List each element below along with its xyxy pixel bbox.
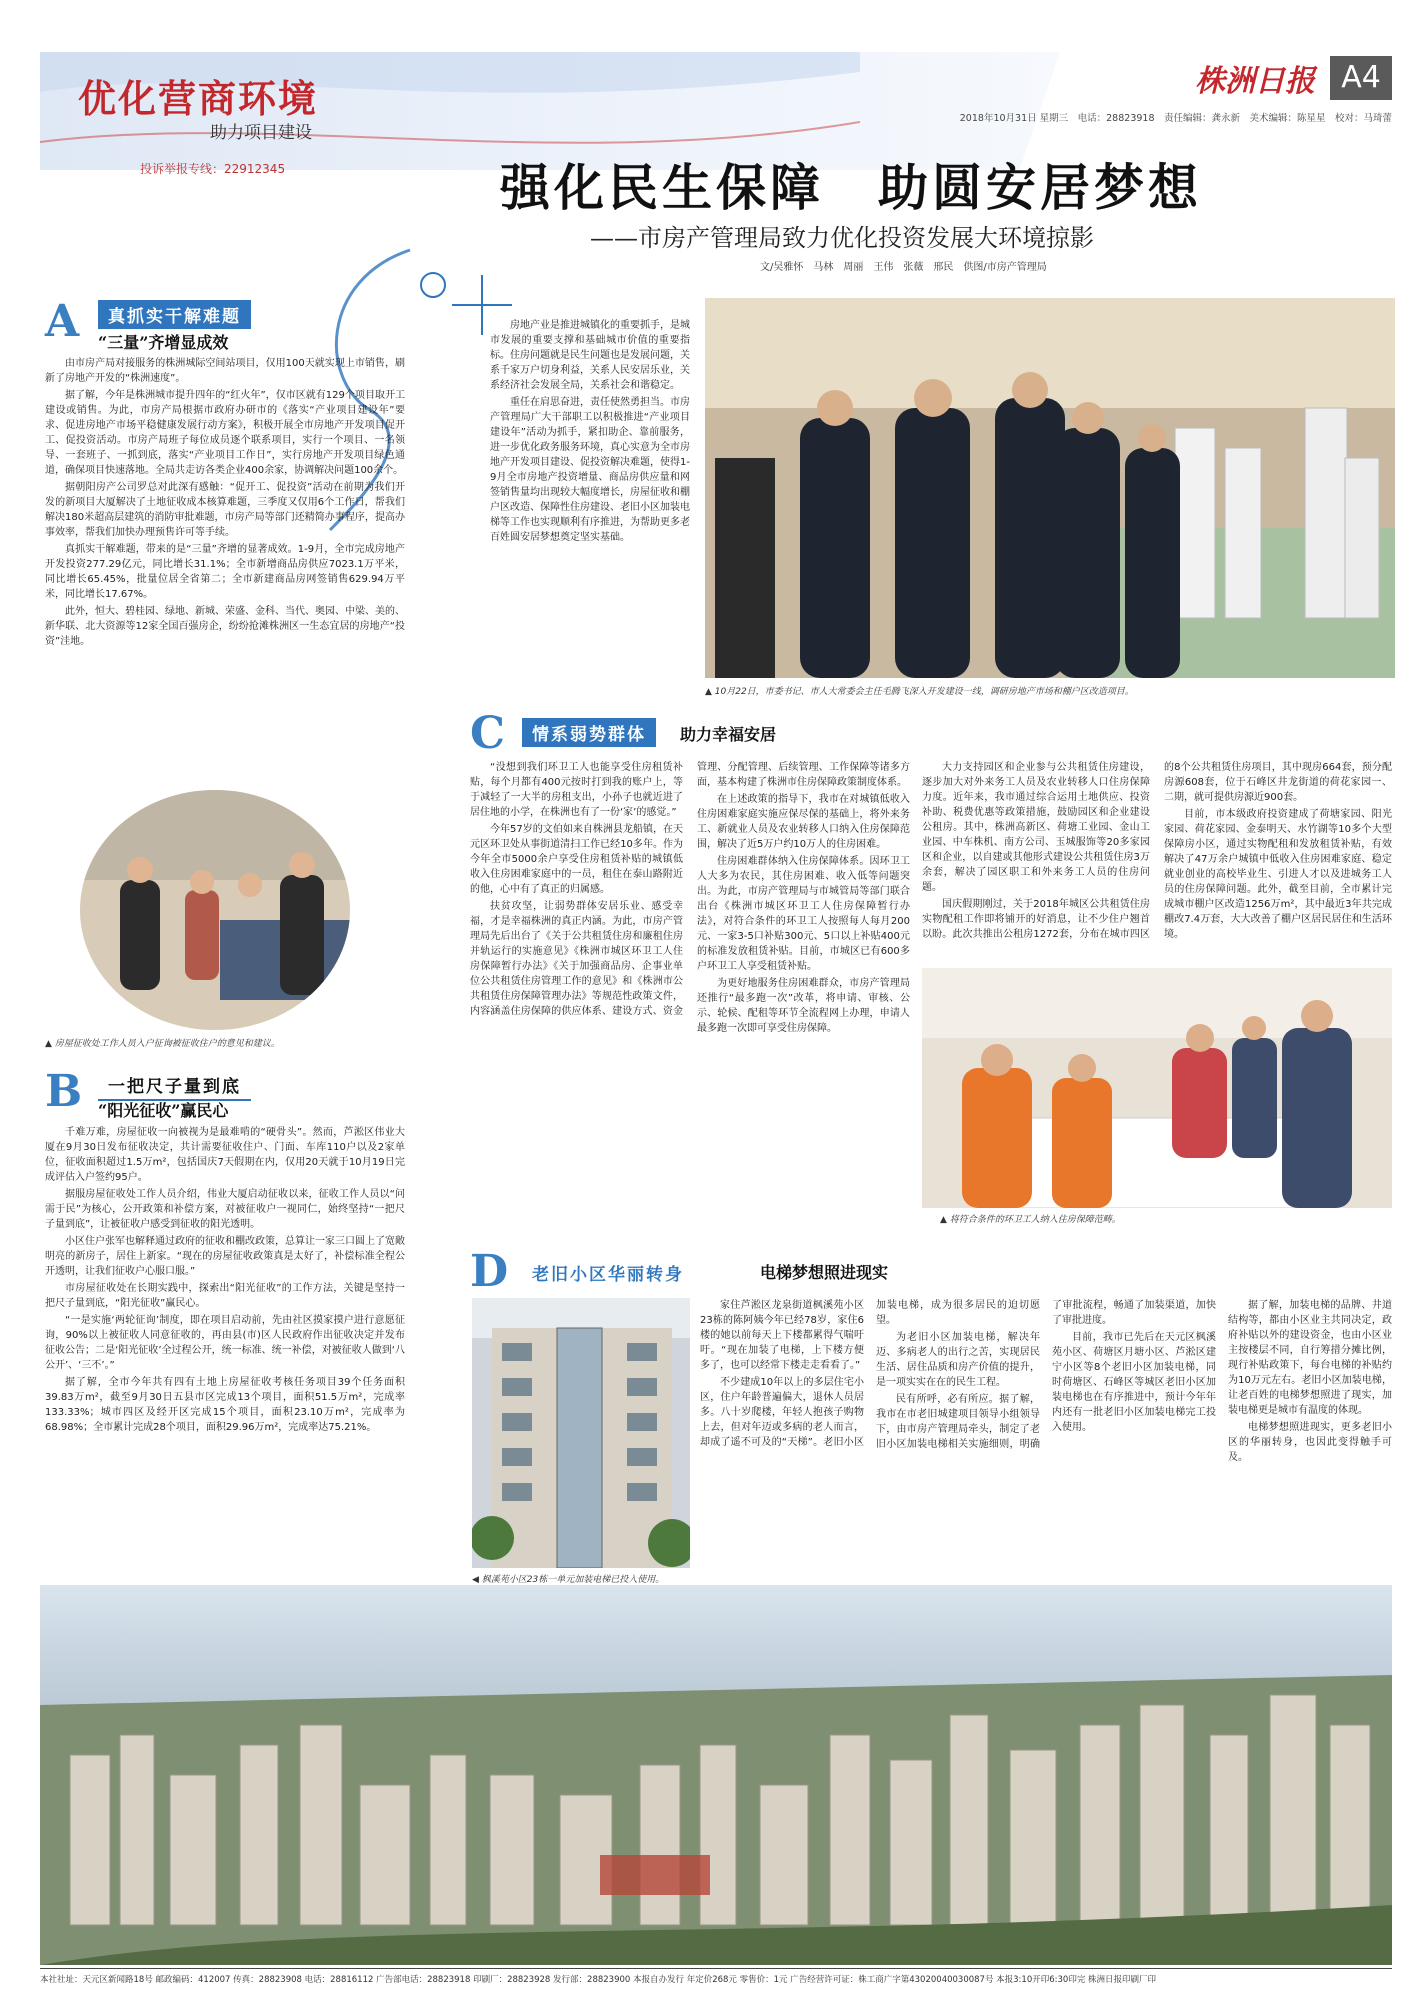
intro-column (490, 318, 690, 688)
section-c-body-right (922, 760, 1392, 960)
section-b-paragraph: 市房屋征收处在长期实践中，探索出“阳光征收”的工作方法，关键是坚持一把尺子量到底，“阳光征收”赢民心。 (45, 1283, 405, 1309)
section-c-paragraph: 国庆假期刚过，关于2018年城区公共租赁住房实物配租工作即将铺开的好消息，让不少住户翘首以盼。此次共推出公租房1272套，分布在城市四区的8个公共租赁住房项目，其中现房664套，预分配房源608套，位于石峰区井龙街道的荷花家园一、二期，就可提供房源近900套。 (922, 762, 1392, 940)
intro-paragraph: 房地产业是推进城镇化的重要抓手，是城市发展的重要支撑和基础城市价值的重要指标。住房问题就是民生问题也是发展问题，关系千家万户切身利益，关系人民安居乐业，关系经济社会发展全局，关系社会和谐稳定。 (490, 320, 690, 391)
section-b-paragraph: 小区住户张军也解释通过政府的征收和棚改政策，总算让一家三口圆上了宽敞明亮的新房子，居住上新家。“现在的房屋征收政策真是太好了，补偿标准全程公开透明，让我们征收户心服口服。” (45, 1236, 405, 1277)
photo-home-visit (80, 790, 350, 1030)
section-d-paragraph: 家住芦淞区龙泉街道枫溪苑小区23栋的陈阿姨今年已经78岁，家住6楼的她以前每天上下楼都累得气喘吁吁。“现在加装了电梯，上下楼方便多了，也可以经常下楼走走看看了。” (700, 1300, 864, 1371)
section-c-paragraph: 为更好地服务住房困难群众，市房产管理局还推行“最多跑一次”改革，将申请、审核、公示、轮候、配租等环节全流程网上办理，申请人最多跑一次即可享受住房保障。 (697, 978, 910, 1034)
section-d-paragraph: 电梯梦想照进现实，更多老旧小区的华丽转身，也因此变得触手可及。 (1228, 1422, 1392, 1463)
paper-name: 株洲日报 (1195, 64, 1315, 99)
section-c-paragraph: 住房困难群体纳入住房保障体系。因环卫工人大多为农民，其住房困难、收入低等问题突出。为此，市房产管理局与市城管局等部门联合出台《株洲市城区环卫工人住房保障暂行办法》，对符合条件的环卫工人按照每人每月200元、一家3-5口补贴300元、5口以上补贴400元的标准发放租赁补贴。目前，市城区已有600多户环卫工人享受租赁补贴。 (697, 856, 910, 972)
section-d-paragraph: 民有所呼，必有所应。据了解，我市在市老旧城建项目领导小组领导下，由市房产管理局牵头，制定了老旧小区加装电梯相关实施细则，明确了审批流程，畅通了加装渠道，加快了审批进度。 (876, 1300, 1216, 1450)
section-a-paragraph: 真抓实干解难题，带来的是“三量”齐增的显著成效。1-9月，全市完成房地产开发投资277.29亿元，同比增长31.1%；全市新增商品房供应7023.1万平米，同比增长65.45%，批量位居全省第二；全市新建商品房网签销售629.94万平米，同比增长17.67%。 (45, 544, 405, 600)
section-d-subtitle: 电梯梦想照进现实 (760, 1263, 889, 1282)
photo-sanitation-workers (922, 968, 1392, 1208)
section-a-subtitle: “三量”齐增显成效 (98, 333, 229, 352)
photo-d-caption: ◀ 枫溪苑小区23栋一单元加装电梯已投入使用。 (472, 1575, 665, 1585)
section-a-paragraph: 由市房产局对接服务的株洲城际空间站项目，仅用100天就实现上市销售，刷新了房地产开发的“株洲速度”。 (45, 358, 405, 384)
section-b-letter: B (45, 1066, 83, 1117)
section-c-paragraph: “没想到我们环卫工人也能享受住房租赁补贴，每个月都有400元按时打到我的账户上，等于减轻了一大半的房租支出，小孙子也就近进了居住地的小学，在株洲也有了一份‘家’的感觉。” (470, 762, 683, 818)
section-b-paragraph: 千难万难，房屋征收一向被视为是最难啃的“硬骨头”。然而，芦淞区伟业大厦在9月30日发布征收决定，共计需要征收住户、门面、车库110户以及2家单位，征收面积超过1.5万m²，包括国庆7天假期在内，仅用20天就于10月19日完成评估入户签约95户。 (45, 1127, 405, 1183)
byline: 文/吴雅怀 马林 周丽 王伟 张薇 邢民 供图/市房产管理局 (760, 262, 1047, 273)
section-c-letter: C (470, 708, 506, 759)
photo-a-caption: ▲ 房屋征收处工作人员入户征询被征收住户的意见和建议。 (45, 1039, 280, 1049)
section-c-paragraph: 扶贫攻坚，让弱势群体安居乐业、感受幸福，才是幸福株洲的真正内涵。为此，市房产管理局先后出台了《关于公共租赁住房和廉租住房并轨运行的实施意见》《株洲市城区环卫工人住房保障暂行办法》《关于加强商品房、企事业单位公共租赁住房管理工作的意见》和《株洲市公共租赁住房保障管理办法》等规范性政策文件，内容涵盖住房保障的供应体系、建设方式、资金管理、分配管理、后续管理、工作保障等诸多方面，基本构建了株洲市住房保障政策制度体系。 (470, 762, 910, 1017)
section-c-paragraph: 今年57岁的文伯如来自株洲县龙船镇，在天元区环卫处从事街道清扫工作已经10多年。作为今年全市5000余户享受住房租赁补贴的城镇低收入住房困难家庭中的一员，租住在泰山路附近的他，心中有了真正的归属感。 (470, 824, 683, 895)
section-b-paragraph: 据了解，全市今年共有四有土地上房屋征收考核任务项目39个任务面积39.83万m²，截至9月30日五县市区完成13个项目，面积51.5万m²，完成率133.33%；城市四区及经开区完成15个项目，面积23.10万m²，完成率为68.98%；全市累计完成28个项目，面积29.96万m²，完成率达75.21%。 (45, 1377, 405, 1433)
section-c-subtitle: 助力幸福安居 (680, 725, 777, 744)
section-c-title: 情系弱势群体 (522, 718, 656, 747)
footer-rule (40, 1968, 1392, 1969)
section-b-body (45, 1125, 405, 1560)
section-d-title: 老旧小区华丽转身 (522, 1258, 694, 1287)
section-a-letter: A (45, 296, 80, 347)
section-c-paragraph: 大力支持园区和企业参与公共租赁住房建设，逐步加大对外来务工人员及农业转移人口住房保障力度。近年来，我市通过综合运用土地供应、投资补助、税费优惠等政策措施，鼓励园区和企业建设公租房。其中，株洲高新区、荷塘工业园、金山工业园、中车株机、南方公司、玉城服饰等20多家园区和企业，以自建或其他形式建设公共租赁住房3万余套，解决了园区职工和外来务工人员的住房问题。 (922, 762, 1150, 893)
section-a-paragraph: 此外，恒大、碧桂园、绿地、新城、荣盛、金科、当代、奥园、中梁、美的、新华联、北大资源等12家全国百强房企，纷纷抢滩株洲区一生态宜居的房地产“投资”洼地。 (45, 606, 405, 647)
column-title: 优化营商环境 (78, 76, 319, 121)
column-subtitle: 助力项目建设 (210, 123, 312, 143)
hotline: 投诉举报专线：22912345 (140, 162, 286, 176)
section-a-paragraph: 据朝阳房产公司罗总对此深有感触：“促开工、促投资”活动在前期为我们开发的新项目大厦解决了土地征收成本核算难题，三季度又仅用6个工作日，帮我们解决180米超高层建筑的消防审批难题，市房产局等部门还精简办事程序，提高办事效率，帮我们加快办理预售许可等手续。 (45, 482, 405, 538)
footer-info: 本社社址：天元区新闻路18号 邮政编码：412007 传真：28823908 电话：28816112 广告部电话：28823918 印刷厂：28823928 发行部：28823900 本报自办发行 年定价268元 零售价：1元 广告经营许可证：株工商广字第43020040030087号 本报3:10开印6:30印完 株洲日报印刷厂印 (40, 1975, 1157, 1985)
section-a-title: 真抓实干解难题 (98, 300, 251, 329)
section-d-paragraph: 目前，我市已先后在天元区枫溪苑小区、荷塘区月塘小区、芦淞区建宁小区等8个老旧小区加装电梯，同时荷塘区、石峰区等城区老旧小区加装电梯也在有序推进中，预计今年年内还有一批老旧小区加装电梯完工投入使用。 (1052, 1332, 1216, 1433)
headline-title: 强化民生保障 助圆安居梦想 (500, 158, 1202, 217)
info-line: 2018年10月31日 星期三 电话：28823918 责任编辑：龚永新 美术编辑：陈星星 校对：马琦蕾 (959, 113, 1392, 124)
photo-officials-model (705, 298, 1395, 678)
photo-city-panorama (40, 1585, 1392, 1965)
headline-subtitle: ——市房产管理局致力优化投资发展大环境掠影 (590, 224, 1094, 252)
section-c-paragraph: 目前，市本级政府投资建成了荷塘家园、阳光家园、荷花家园、金泰明天、水竹湖等10多个大型保障房小区，通过实物配租和发放租赁补贴，有效解决了47万余户城镇中低收入住房困难家庭、稳定就业创业的高校毕业生、引进人才以及进城务工人员的住房保障问题。此外，截至目前，全市累计完成城市棚户区改造1256万m²，其中最近3年共完成棚改7.4万套，大大改善了棚户区居民居住和生活环境。 (1164, 809, 1392, 940)
section-d-paragraph: 据了解，加装电梯的品牌、井道结构等，都由小区业主共同决定，政府补贴以外的建设资金，也由小区业主按楼层不同，自行筹措分摊比例，现行补贴政策下，每台电梯的补贴约为10万元左右。老旧小区加装电梯，让老百姓的电梯梦想照进了现实，加装电梯更是城市有温度的体现。 (1228, 1300, 1392, 1416)
section-c-body-left (470, 760, 910, 1215)
section-b-paragraph: “一是实施‘两轮征询’制度，即在项目启动前，先由社区摸家摸户进行意愿征询，90%以上被征收人同意征收的，再由县(市)区人民政府作出征收决定并发布征收公告；二是‘阳光征收’全过程公开，统一标准、统一补偿，对被征收人做到‘八公开’、‘三不’。” (45, 1315, 405, 1371)
intro-paragraph: 重任在肩思奋进，责任使然勇担当。市房产管理局广大干部职工以积极推进“产业项目建设年”活动为抓手，紧扣助企、靠前服务，进一步优化政务服务环境，真心实意为全市房地产开发项目建设、促投资解决难题，使得1-9月全市房地产投资增量、商品房供应量和网签销售量均出现较大幅度增长，房屋征收和棚户区改造、保障性住房建设、老旧小区加装电梯等工作也实现顺利有序推进，为帮助更多老百姓圆安居梦想奠定坚实基础。 (490, 397, 690, 543)
section-b-subtitle: “阳光征收”赢民心 (98, 1101, 229, 1120)
section-b-title: 一把尺子量到底 (98, 1070, 251, 1101)
section-d-letter: D (470, 1246, 509, 1297)
section-d-body (700, 1298, 1392, 1583)
section-d-paragraph: 不少建成10年以上的多层住宅小区，住户年龄普遍偏大，退休人员居多。八十岁爬楼，年轻人抱孩子购物上去，但对年迈或多病的老人而言，却成了遥不可及的“天梯”。老旧小区加装电梯，成为很多居民的迫切愿望。 (700, 1300, 1040, 1448)
photo-elevator-building (472, 1298, 690, 1568)
section-b-paragraph: 据服房屋征收处工作人员介绍，伟业大厦启动征收以来，征收工作人员以“问需于民”为核心，公开政策和补偿方案，对被征收户一视同仁，始终坚持“一把尺子量到底”，让被征收户感受到征收的阳光透明。 (45, 1189, 405, 1230)
section-a-paragraph: 据了解，今年是株洲城市提升四年的“红火年”，仅市区就有129个项目取开工建设或销售。为此，市房产局根据市政府办研市的《落实“产业项目建设年”要求、促进房地产市场平稳健康发展行动方案》，积极开展全市房地产开发项目促开工、促投资活动。市房产局班子每位成员逐个联系项目，实行一个项目、一名领导、一套班子、一抓到底，落实“产业项目工作日”，实行房地产开发项目绿色通道，确保项目快速落地。全局共走访各类企业400余家，协调解决问题100余个。 (45, 390, 405, 476)
section-c-paragraph: 在上述政策的指导下，我市在对城镇低收入住房困难家庭实施应保尽保的基础上，将外来务工、新就业人员及农业转移人口纳入住房保障范围，解决了近5万户约10万人的住房困难。 (697, 794, 910, 850)
page-number: A4 (1330, 56, 1392, 100)
section-a-body (45, 356, 405, 786)
top-photo-caption: ▲ 10月22日，市委书记、市人大常委会主任毛腾飞深入开发建设一线，调研房地产市场和棚户区改造项目。 (705, 687, 1134, 697)
section-d-paragraph: 为老旧小区加装电梯，解决年迈、多病老人的出行之苦，实现居民生活、居住品质和房产价值的提升，是一项实实在在的民生工程。 (876, 1332, 1040, 1388)
photo-c-caption: ▲ 将符合条件的环卫工人纳入住房保障范畴。 (940, 1215, 1121, 1225)
